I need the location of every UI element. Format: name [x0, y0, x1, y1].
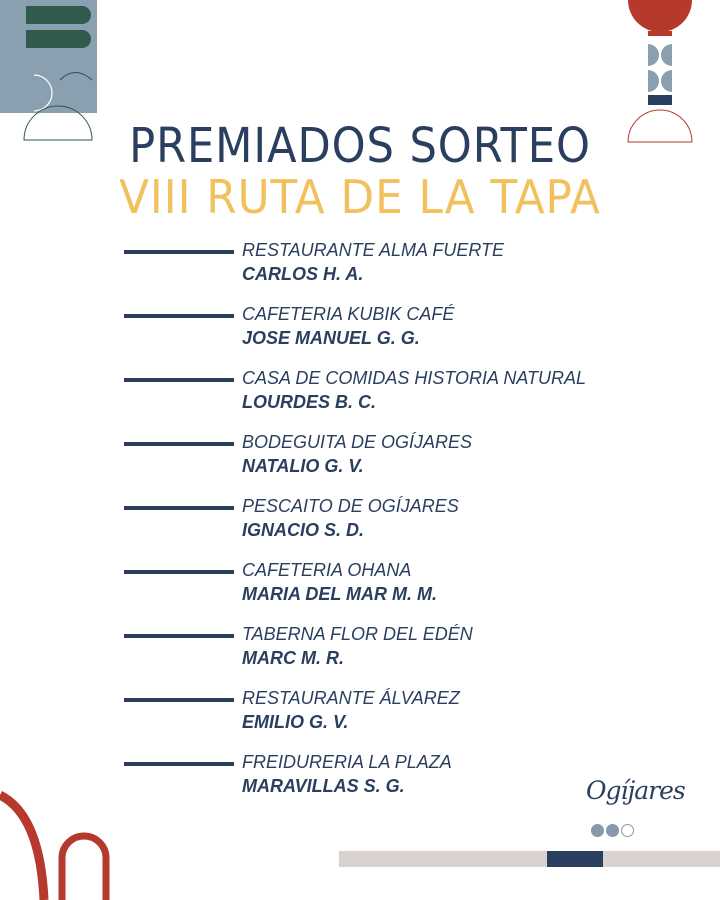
- winner-bar: [124, 442, 234, 446]
- winner-place: TABERNA FLOR DEL EDÉN: [242, 624, 473, 644]
- pagination-dot-2[interactable]: [606, 824, 619, 837]
- winner-person: MARIA DEL MAR M. M.: [242, 584, 437, 604]
- winner-item: [0, 688, 720, 752]
- ogijares-logo: Ogíjares: [586, 776, 685, 805]
- red-arch: [62, 836, 106, 900]
- winner-place: RESTAURANTE ALMA FUERTE: [242, 240, 505, 260]
- winner-item: [0, 496, 720, 560]
- red-semicircle: [628, 0, 692, 32]
- winner-item: [0, 304, 720, 368]
- winners-list: [0, 240, 720, 816]
- winner-person: IGNACIO S. D.: [242, 520, 365, 540]
- winner-person: MARAVILLAS S. G.: [242, 776, 405, 796]
- pagination-dot-3[interactable]: [621, 824, 634, 837]
- winner-bar: [124, 506, 234, 510]
- winner-bar: [124, 570, 234, 574]
- page-title: PREMIADOS SORTEO: [129, 118, 591, 174]
- green-bar-bottom: [26, 30, 91, 48]
- winner-person: EMILIO G. V.: [242, 712, 349, 732]
- winner-place: RESTAURANTE ÁLVAREZ: [242, 688, 460, 708]
- winner-item: [0, 368, 720, 432]
- winner-item: [0, 560, 720, 624]
- bottom-bar: [339, 851, 720, 867]
- winner-person: CARLOS H. A.: [242, 264, 364, 284]
- winner-bar: [124, 698, 234, 702]
- green-bar-top: [26, 6, 91, 24]
- winner-place: PESCAITO DE OGÍJARES: [242, 496, 459, 516]
- winner-item: [0, 432, 720, 496]
- winner-bar: [124, 634, 234, 638]
- navy-block: [648, 95, 672, 105]
- bottom-bar-accent: [547, 851, 603, 867]
- red-stem: [648, 31, 672, 36]
- winner-place: BODEGUITA DE OGÍJARES: [242, 432, 473, 452]
- winner-item: [0, 240, 720, 304]
- winner-place: CAFETERIA KUBIK CAFÉ: [242, 304, 455, 324]
- slate-half-4: [661, 70, 672, 92]
- winner-bar: [124, 314, 234, 318]
- page-subtitle: VIII RUTA DE LA TAPA: [119, 170, 601, 224]
- winner-bar: [124, 378, 234, 382]
- slate-half-3: [648, 70, 659, 92]
- winner-place: CASA DE COMIDAS HISTORIA NATURAL: [242, 368, 587, 388]
- slate-half-2: [661, 44, 672, 66]
- winner-person: NATALIO G. V.: [242, 456, 364, 476]
- winner-bar: [124, 762, 234, 766]
- winner-person: LOURDES B. C.: [242, 392, 377, 412]
- winner-person: JOSE MANUEL G. G.: [242, 328, 420, 348]
- winner-place: CAFETERIA OHANA: [242, 560, 412, 580]
- winner-item: [0, 624, 720, 688]
- slate-half-1: [648, 44, 659, 66]
- winner-person: MARC M. R.: [242, 648, 344, 668]
- winner-place: FREIDURERIA LA PLAZA: [242, 752, 452, 772]
- winner-bar: [124, 250, 234, 254]
- pagination-dot-1[interactable]: [591, 824, 604, 837]
- pagination-dots: [591, 824, 636, 842]
